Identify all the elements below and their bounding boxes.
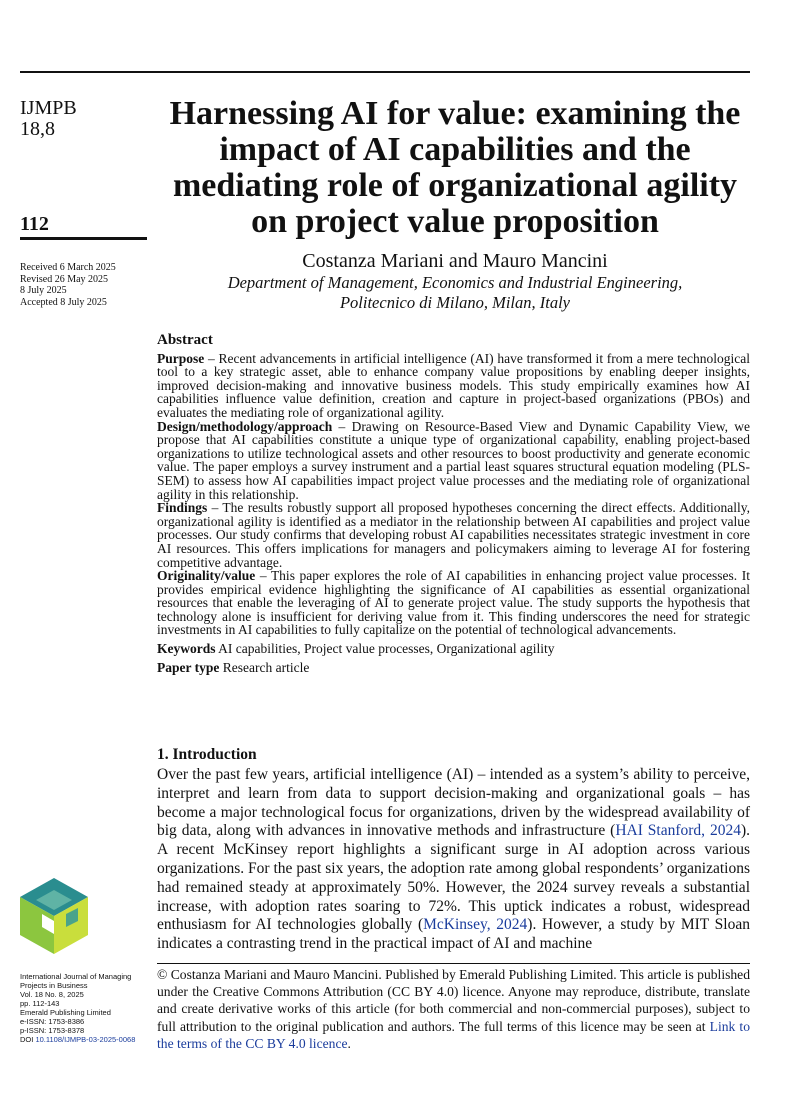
journal-info-line: Vol. 18 No. 8, 2025 (20, 990, 84, 999)
journal-info-line: Projects in Business (20, 981, 88, 990)
article-title: Harnessing AI for value: examining the impact of AI capabilities and the mediating role of organizational agility on project value proposition (169, 95, 741, 240)
journal-info-line: International Journal of Managing (20, 972, 132, 981)
licence-link[interactable]: Link to the terms of the CC BY 4.0 licence (157, 1018, 750, 1051)
keywords (157, 642, 750, 656)
copyright-footnote (157, 966, 750, 1052)
introduction-paragraph (157, 766, 750, 954)
keywords-label: Keywords (157, 641, 216, 657)
history-line: Revised 26 May 2025 (20, 273, 109, 285)
page-number: 112 (20, 213, 49, 235)
abstract-design (157, 420, 750, 502)
citation-link-mckinsey[interactable]: McKinsey, 2024 (423, 916, 528, 934)
top-rule (20, 71, 750, 73)
design-label: Design/methodology/approach (157, 418, 333, 434)
journal-code (20, 98, 77, 140)
abstract-originality (157, 569, 750, 637)
journal-info-line: e-ISSN: 1753-8386 (20, 1017, 85, 1026)
keywords-text: AI capabilities, Project value processes, Organizational agility (215, 641, 555, 657)
journal-info (20, 972, 135, 1044)
article-history (20, 262, 116, 308)
journal-info-line: Emerald Publishing Limited (20, 1008, 111, 1017)
affiliation-line: Politecnico di Milano, Milan, Italy (339, 293, 571, 312)
citation-link-hai[interactable]: HAI Stanford, 2024 (615, 822, 741, 840)
introduction-heading: 1. Introduction (157, 746, 257, 763)
volume-issue: 18,8 (20, 118, 55, 140)
purpose-label: Purpose (157, 350, 205, 366)
intro-text: ). A recent McKinsey report highlights a significant surge in AI adoption across various organizations. For the past six years, the adoption rate among global respondents’ organizations had remained steady at approximately 50%. However, the 2024 survey reveals a substantial increase, with adoption rates soaring to 72%. This uptick indicates a robust, widespread enthusiasm for AI technologies globally ( (157, 822, 750, 934)
originality-text: – This paper explores the role of AI capabilities in enhancing project value processes. It provides empirical evidence highlighting the significance of AI capabilities as essential organizational resources that enable the leveraging of AI to generate project value. The study supports the hypothesis that technology alone is insufficient for deriving value from it. This finding underscores the need for strategic investments in AI capabilities to fully capitalize on the potential of technological advancements. (157, 568, 750, 638)
paper-type (157, 661, 750, 675)
abstract-findings (157, 501, 750, 569)
abstract-heading: Abstract (157, 332, 213, 348)
design-text: – Drawing on Resource-Based View and Dynamic Capability View, we propose that AI capabilities constitute a unique type of organizational capability, enabling project-based organizations to utilize technological assets and other resources to boost productivity and generate economic value. The paper employs a survey instrument and a partial least squares structural equation modeling (PLS-SEM) to assess how AI capabilities impact project value processes and the mediating role of organizational agility in this relationship. (157, 418, 750, 502)
page-number-rule (20, 237, 147, 240)
journal-abbrev: IJMPB (20, 97, 77, 119)
affiliation (155, 273, 755, 313)
history-line: 8 July 2025 (20, 285, 67, 296)
findings-text: – The results robustly support all proposed hypotheses concerning the direct effects. Additionally, organizational agility is identified as a mediator in the relationship between AI capabilities and project value processes. Our study confirms that developing robust AI capabilities necessitates strategic investment in core AI resources. This offers implications for managers and policymakers aiming to leverage AI for fostering competitive advantage. (157, 500, 750, 570)
authors: Costanza Mariani and Mauro Mancini (302, 250, 608, 272)
doi-line (20, 1035, 135, 1044)
journal-info-line: p-ISSN: 1753-8378 (20, 1026, 85, 1035)
paper-type-text: Research article (219, 659, 310, 675)
emerald-cube-logo-icon (20, 878, 88, 954)
intro-text: Over the past few years, artificial intelligence (AI) – intended as a system’s ability to perceive, interpret and learn from data to support decision-making and organizational goals – has become a major technological focus for organizations, driven by the widespread availability of big data, along with advances in innovative methods and infrastructure ( (157, 766, 750, 840)
footnote-text: © Costanza Mariani and Mauro Mancini. Published by Emerald Publishing Limited. This article is published under the Creative Commons Attribution (CC BY 4.0) licence. Anyone may reproduce, distribute, translate and create derivative works of this article (for both commercial and non-commercial purposes), subject to full attribution to the original publication and authors. The full terms of this licence may be seen at (157, 967, 751, 1034)
introduction-section (157, 746, 750, 954)
affiliation-line: Department of Management, Economics and Industrial Engineering, (227, 273, 683, 292)
history-line: Received 6 March 2025 (20, 262, 116, 273)
originality-label: Originality/value (157, 568, 256, 584)
footnote-rule (157, 963, 750, 964)
findings-label: Findings (157, 500, 208, 516)
journal-info-line: pp. 112-143 (20, 999, 60, 1008)
footnote-end: . (347, 1035, 351, 1051)
purpose-text: – Recent advancements in artificial intelligence (AI) have transformed it from a mere technological tool to a key strategic asset, able to enhance company value propositions by enabling deeper insights, improved decision-making and innovative business models. This study empirically examines how AI capabilities influence value definition, creation and capture in project-based organizations (PBOs) and evaluates the mediating role of organizational agility. (157, 350, 750, 420)
abstract-purpose (157, 352, 750, 420)
abstract (157, 334, 750, 674)
history-line: Accepted 8 July 2025 (20, 296, 107, 308)
paper-type-label: Paper type (157, 659, 220, 675)
intro-text: ). However, a study by MIT Sloan indicates a contrasting trend in the practical impact of AI and machine (157, 916, 750, 953)
doi-link[interactable]: 10.1108/IJMPB-03-2025-0068 (35, 1035, 136, 1044)
doi-label: DOI (20, 1035, 34, 1044)
